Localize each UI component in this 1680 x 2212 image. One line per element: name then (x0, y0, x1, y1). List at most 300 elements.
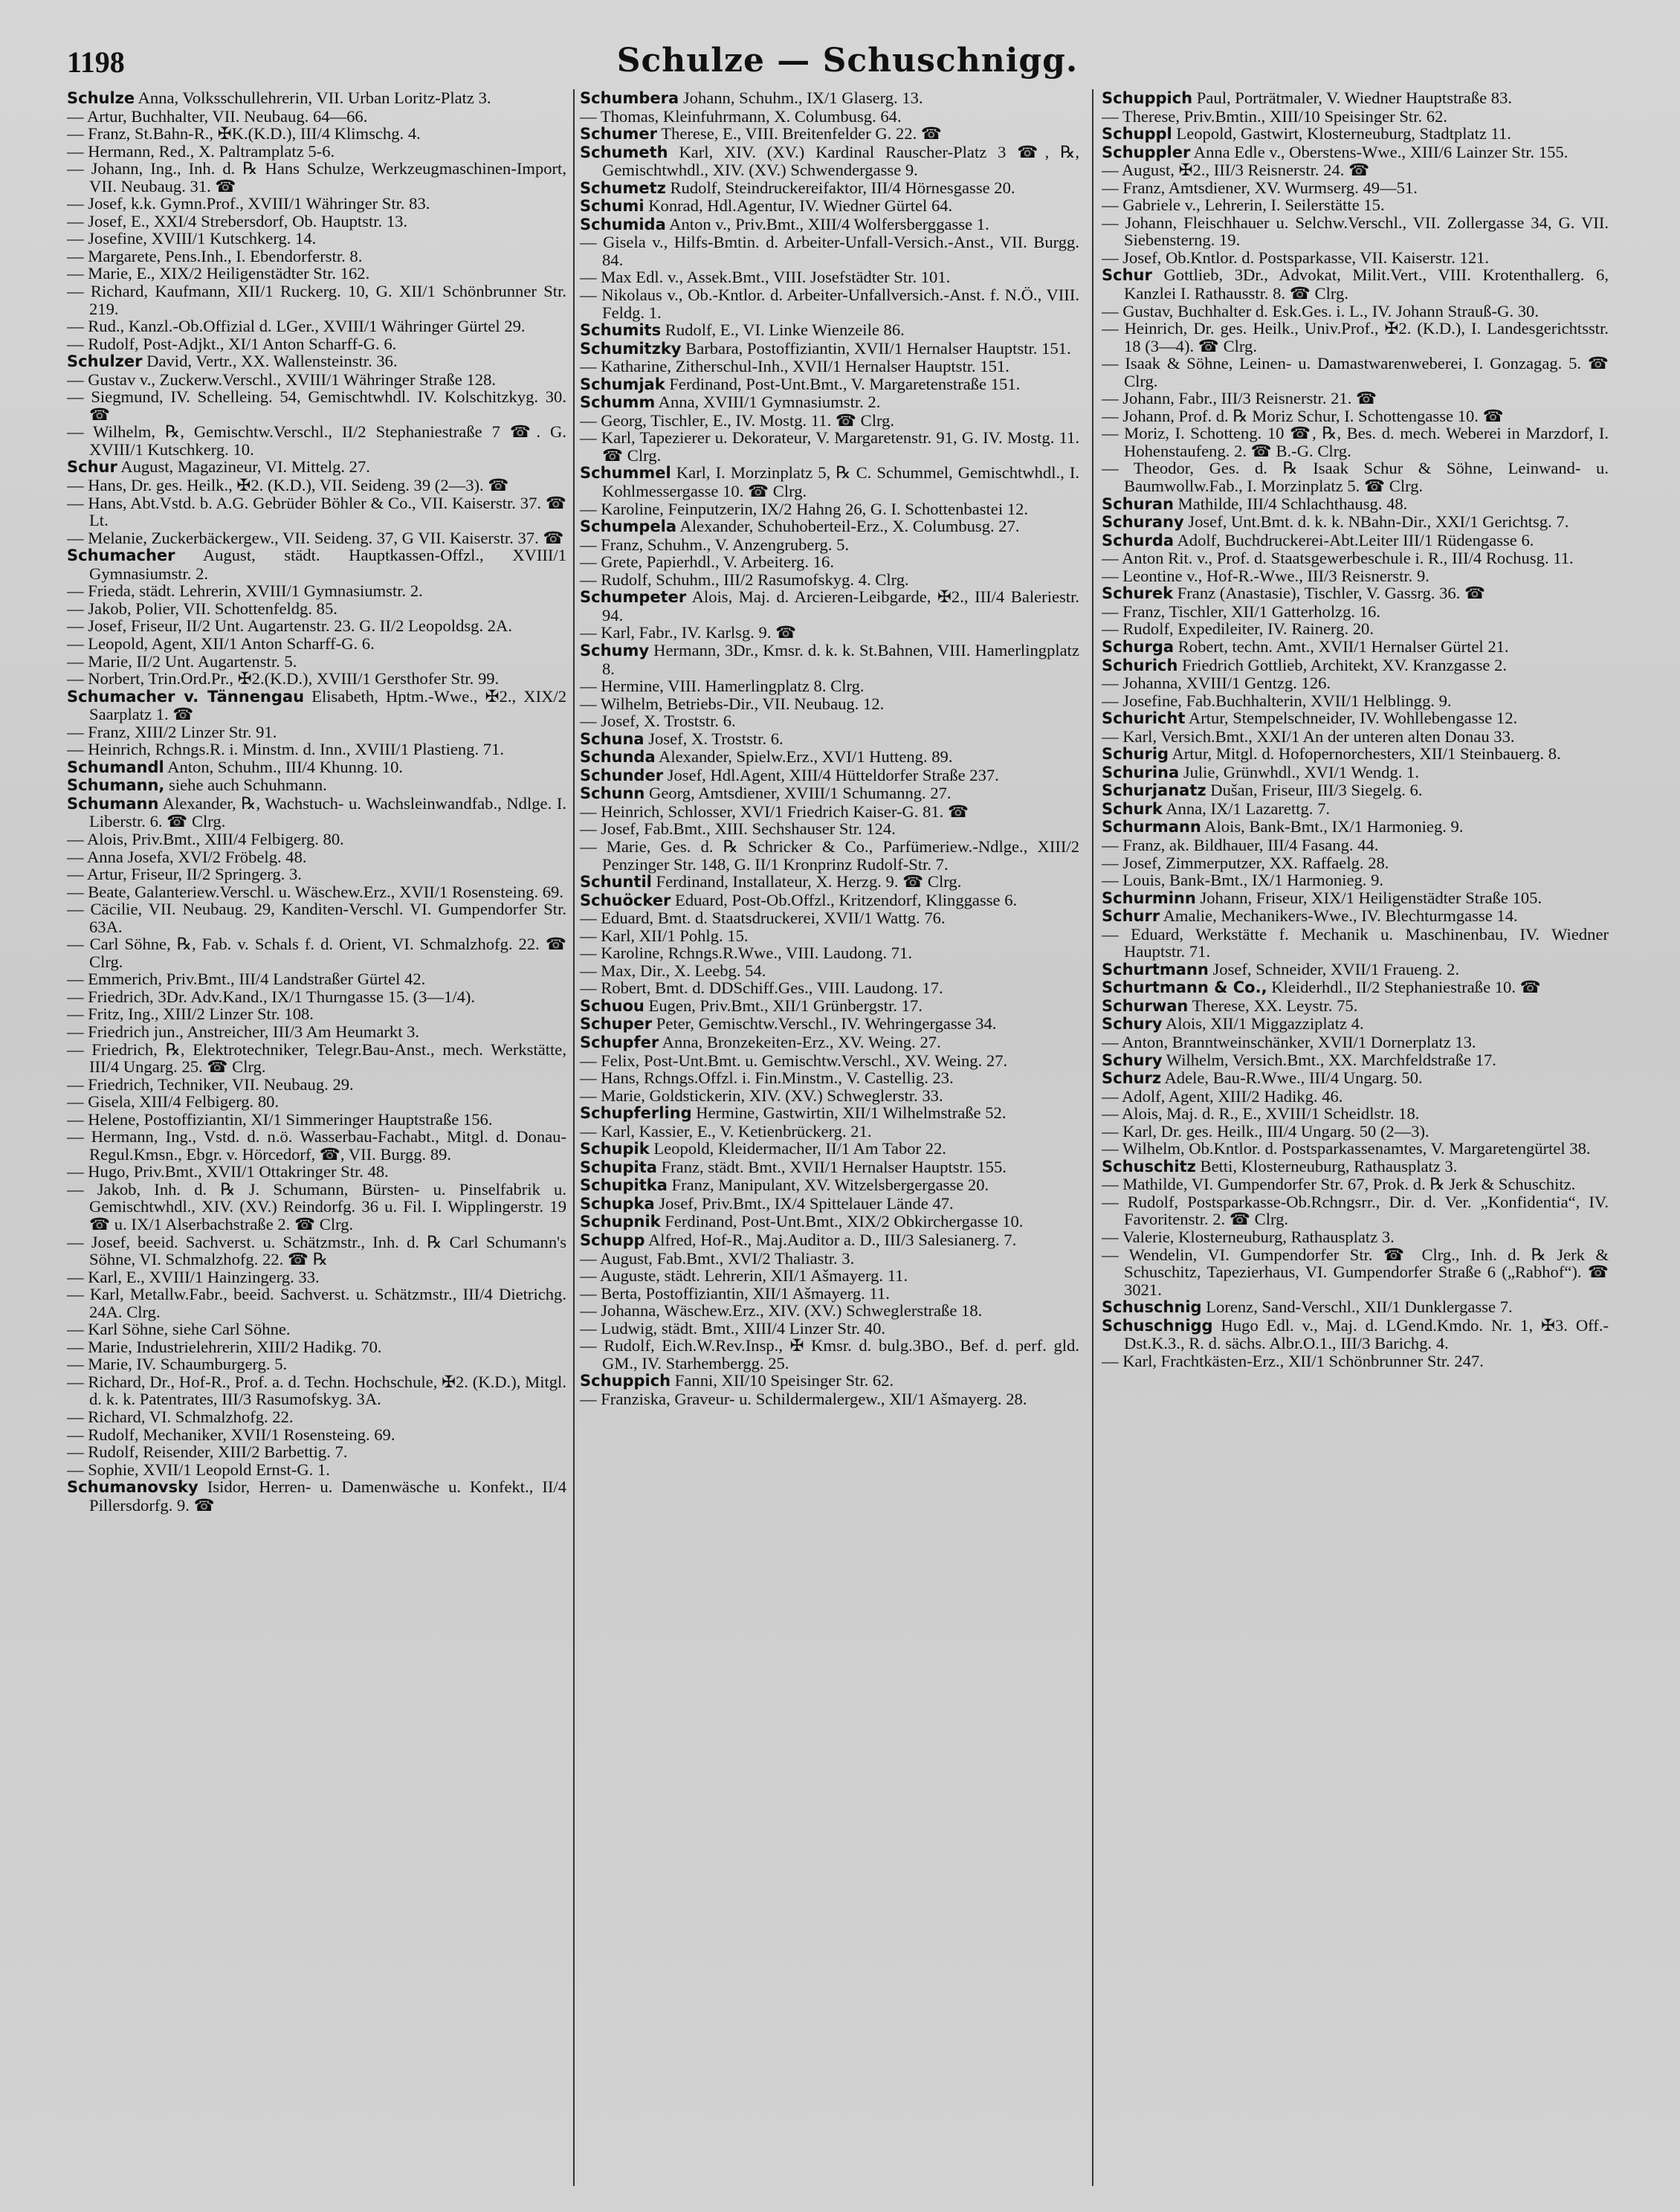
entry-details: — Rudolf, Expedileiter, IV. Rainerg. 20. (1102, 619, 1374, 639)
directory-entry (580, 962, 1079, 980)
directory-entry (580, 500, 1079, 518)
directory-entry (580, 233, 1079, 268)
page-number: 1198 (67, 45, 125, 79)
directory-entry (1102, 196, 1609, 214)
directory-entry (67, 988, 566, 1006)
entry-surname: Schumann, (67, 776, 165, 795)
entry-details: — Leopold, Agent, XII/1 Anton Scharff-G. 6. (67, 633, 375, 653)
entry-details: — Alois, Maj. d. R., E., XVIII/1 Scheidlstr. 18. (1102, 1104, 1420, 1123)
entry-details: — Hans, Rchngs.Offzl. i. Fin.Minstm., V. Castellig. 23. (580, 1068, 954, 1088)
entry-surname: Schuppich (1102, 89, 1193, 107)
entry-details: — Johann, Fleischhauer u. Selchw.Verschl., VII. Zollergasse 34, G. VII. Siebensterng. 19. (1102, 213, 1609, 250)
entry-details: — Theodor, Ges. d. ℞ Isaak Schur & Söhne, Leinwand- u. Baumwollw.Fab., I. Morzinplatz 5. ☎ Clrg. (1102, 459, 1609, 496)
entry-details: Rudolf, E., VI. Linke Wienzeile 86. (665, 320, 905, 340)
entry-details: — Karl, Frachtkästen-Erz., XII/1 Schönbrunner Str. 247. (1102, 1351, 1484, 1370)
directory-entry (67, 900, 566, 935)
directory-entry (67, 1268, 566, 1286)
directory-entry (1102, 620, 1609, 638)
directory-entry (1102, 513, 1609, 532)
entry-details: — Wendelin, VI. Gumpendorfer Str. ☎ Clrg., Inh. d. ℞ Jerk & Schuschitz, Tapezierhaus, VI. Gumpendorfer Straße 6 („Rabhof“). ☎ 3021. (1102, 1245, 1609, 1299)
entry-details: — Franziska, Graveur- u. Schildermalergew., XII/1 Ašmayerg. 28. (580, 1389, 1027, 1408)
entry-surname: Schurminn (1102, 889, 1196, 907)
directory-entry (1102, 567, 1609, 585)
entry-details: — Johanna, XVIII/1 Gentzg. 126. (1102, 674, 1331, 693)
directory-entry (1102, 495, 1609, 514)
directory-entry (1102, 532, 1609, 550)
entry-details: — Friedrich, ℞, Elektrotechniker, Telegr.Bau-Anst., mech. Werkstätte, III/4 Ungarg. 25. ☎ Clrg. (67, 1039, 566, 1077)
entry-details: — Berta, Postoffiziantin, XII/1 Ašmayerg. 11. (580, 1283, 890, 1303)
entry-details: — Gisela, XIII/4 Felbigerg. 80. (67, 1092, 280, 1112)
entry-surname: Schumanovsky (67, 1478, 198, 1497)
entry-details: — Marie, Ges. d. ℞ Schricker & Co., Parfümeriew.-Ndlge., XIII/2 Penzinger Str. 148, G. II/1 Kronprinz Rudolf-Str. 7. (580, 836, 1079, 874)
entry-details: — Karl, E., XVIII/1 Hainzingerg. 33. (67, 1267, 320, 1286)
entry-details: — Hugo, Priv.Bmt., XVII/1 Ottakringer Str. 48. (67, 1162, 389, 1181)
directory-entry (1102, 1228, 1609, 1246)
directory-entry (580, 1302, 1079, 1320)
entry-details: Anton, Schuhm., III/4 Khunng. 10. (167, 757, 404, 776)
directory-entry (1102, 1158, 1609, 1176)
directory-entry (580, 412, 1079, 430)
directory-entry (580, 642, 1079, 677)
entry-details: Anton v., Priv.Bmt., XIII/4 Wolfersberggasse 1. (669, 214, 989, 233)
entry-details: — Franz, XIII/2 Linzer Str. 91. (67, 722, 277, 741)
entry-surname: Schurk (1102, 799, 1163, 818)
entry-details: — Marie, IV. Schaumburgerg. 5. (67, 1355, 288, 1374)
entry-details: Josef, Schneider, XVII/1 Fraueng. 2. (1212, 959, 1460, 978)
directory-entry (67, 688, 566, 723)
entry-surname: Schumm (580, 393, 656, 412)
entry-details: — Melanie, Zuckerbäckergew., VII. Seideng. 37, G VII. Kaiserstr. 37. ☎ (67, 528, 564, 547)
entry-details: — Rudolf, Mechaniker, XVII/1 Rosensteing. 69. (67, 1425, 395, 1444)
entry-surname: Schupferling (580, 1104, 692, 1123)
entry-details: Julie, Grünwhdl., XVI/1 Wendg. 1. (1183, 762, 1419, 781)
directory-entry (580, 588, 1079, 624)
entry-details: Alois, XII/1 Miggazziplatz 4. (1165, 1014, 1364, 1034)
entry-details: — Hans, Abt.Vstd. b. A.G. Gebrüder Böhler & Co., VII. Kaiserstr. 37. ☎ Lt. (67, 493, 566, 530)
entry-details: — Louis, Bank-Bmt., IX/1 Harmonieg. 9. (1102, 871, 1384, 890)
entry-details: — August, Fab.Bmt., XVI/2 Thaliastr. 3. (580, 1248, 855, 1268)
directory-entry (1102, 926, 1609, 961)
entry-details: — Grete, Papierhdl., V. Arbeiterg. 16. (580, 552, 834, 572)
directory-entry (1102, 907, 1609, 926)
directory-entry (67, 617, 566, 635)
directory-entry (67, 776, 566, 795)
entry-details: — Felix, Post-Unt.Bmt. u. Gemischtw.Verschl., XV. Weing. 27. (580, 1051, 1008, 1070)
entry-details: — Nikolaus v., Ob.-Kntlor. d. Arbeiter-Unfallversich.-Anst. f. N.Ö., VIII. Feldg. 1. (580, 286, 1079, 322)
entry-details: — Hermann, Red., X. Paltramplatz 5-6. (67, 141, 335, 161)
entry-surname: Schumann (67, 794, 159, 813)
entry-details: Peter, Gemischtw.Verschl., IV. Wehringergasse 34. (656, 1014, 997, 1034)
directory-entry (67, 283, 566, 317)
entry-details: — Anton, Branntweinschänker, XVII/1 Dornerplatz 13. (1102, 1032, 1476, 1051)
entry-details: Dušan, Friseur, III/3 Siegelg. 6. (1210, 781, 1423, 800)
entry-details: — Thomas, Kleinfuhrmann, X. Columbusg. 64. (580, 106, 902, 126)
directory-entry (67, 1461, 566, 1479)
column-divider (573, 89, 575, 2186)
entry-details: — Max Edl. v., Assek.Bmt., VIII. Josefstädter Str. 101. (580, 268, 951, 287)
entry-details: Alexander, Spielw.Erz., XVI/1 Hutteng. 89. (659, 747, 953, 767)
directory-entry (67, 423, 566, 458)
directory-entry (1102, 266, 1609, 302)
directory-entry (67, 335, 566, 353)
entry-details: — Sophie, XVII/1 Leopold Ernst-G. 1. (67, 1460, 330, 1479)
directory-entry (67, 758, 566, 777)
directory-entry (67, 883, 566, 901)
entry-details: siehe auch Schuhmann. (169, 776, 327, 795)
directory-entry (67, 741, 566, 758)
directory-entry (1102, 871, 1609, 889)
directory-entry (580, 909, 1079, 927)
entry-details: — Emmerich, Priv.Bmt., III/4 Landstraßer Gürtel 42. (67, 970, 426, 989)
entry-details: — Hermann, Ing., Vstd. d. n.ö. Wasserbau-Fachabt., Mitgl. d. Donau-Regul.Kmsn., Ebgr. v. Hörcedorf, ☎, VII. Burgg. 89. (67, 1127, 566, 1164)
directory-entry (580, 393, 1079, 412)
directory-entry (1102, 144, 1609, 162)
entry-details: — Johann, Prof. d. ℞ Moriz Schur, I. Schottengasse 10. ☎ (1102, 406, 1504, 425)
entry-details: — Artur, Friseur, II/2 Springerg. 3. (67, 865, 302, 884)
entry-details: Paul, Porträtmaler, V. Wiedner Hauptstraße 83. (1196, 89, 1513, 107)
entry-surname: Schur (1102, 266, 1152, 285)
entry-details: Robert, techn. Amt., XVII/1 Hernalser Gürtel 21. (1177, 636, 1509, 656)
entry-details: — Wilhelm, ℞, Gemischtw.Verschl., II/2 Stephaniestraße 7 ☎. G. XVIII/1 Kutschkerg. 10. (67, 422, 566, 459)
directory-entry (580, 1140, 1079, 1158)
entry-details: — Auguste, städt. Lehrerin, XII/1 Ašmayerg. 11. (580, 1266, 908, 1286)
entry-details: Karl, XIV. (XV.) Kardinal Rauscher-Platz 3 ☎, ℞, Gemischtwhdl., XIV. (XV.) Schwendergasse 9. (602, 142, 1079, 180)
directory-entry (1102, 764, 1609, 782)
entry-surname: Schumpeter (580, 588, 687, 607)
directory-entry (67, 1373, 566, 1408)
entry-surname: Schuppich (580, 1372, 671, 1390)
entry-surname: Schummel (580, 464, 671, 483)
directory-entry (67, 1041, 566, 1076)
directory-entry (580, 286, 1079, 321)
entry-details: Adele, Bau-R.Wwe., III/4 Ungarg. 50. (1164, 1068, 1423, 1088)
entry-details: — Rudolf, Postsparkasse-Ob.Rchngsrr., Dir. d. Ver. „Konfidentia“, IV. Favoritenstr. 2. ☎ Clrg. (1102, 1192, 1609, 1229)
entry-surname: Schuöcker (580, 891, 671, 909)
entry-details: — Fritz, Ing., XIII/2 Linzer Str. 108. (67, 1005, 314, 1024)
directory-entry (1102, 1123, 1609, 1141)
entry-details: — Wilhelm, Betriebs-Dir., VII. Neubaug. 12. (580, 694, 885, 713)
entry-details: — Friedrich jun., Anstreicher, III/3 Am Heumarkt 3. (67, 1022, 420, 1041)
directory-entry (580, 1087, 1079, 1105)
directory-entry (67, 529, 566, 547)
entry-details: Therese, XX. Leystr. 75. (1192, 996, 1358, 1015)
entry-details: — Franz, Schuhm., V. Anzengruberg. 5. (580, 535, 850, 554)
entry-details: — Josef, X. Troststr. 6. (580, 712, 736, 731)
directory-entry (1102, 674, 1609, 692)
entry-surname: Schuntil (580, 873, 652, 891)
directory-entry (580, 1231, 1079, 1250)
entry-details: Amalie, Mechanikers-Wwe., IV. Blechturmgasse 14. (1163, 906, 1518, 926)
entry-surname: Schumetz (580, 178, 666, 197)
column-3 (1102, 89, 1609, 2186)
entry-details: Fanni, XII/10 Speisinger Str. 62. (674, 1371, 894, 1390)
directory-entry (67, 317, 566, 335)
directory-entry (580, 997, 1079, 1016)
entry-details: — Rud., Kanzl.-Ob.Offizial d. LGer., XVIII/1 Währinger Gürtel 29. (67, 317, 526, 336)
directory-entry (580, 730, 1079, 749)
directory-entry (67, 1478, 566, 1514)
entry-details: — Gustav v., Zuckerw.Verschl., XVIII/1 Währinger Straße 128. (67, 370, 497, 389)
directory-entry (67, 108, 566, 126)
directory-entry (67, 1286, 566, 1321)
directory-entry (67, 1163, 566, 1181)
entry-details: — Karl, Tapezierer u. Dekorateur, V. Margaretenstr. 91, G. IV. Mostg. 11. ☎ Clrg. (580, 428, 1079, 465)
entry-details: — Katharine, Zitherschul-Inh., XVII/1 Hernalser Hauptstr. 151. (580, 357, 1009, 376)
entry-details: Josef, Unt.Bmt. d. k. k. NBahn-Dir., XXI/1 Gerichtsg. 7. (1188, 512, 1569, 532)
directory-entry (1102, 1176, 1609, 1193)
directory-entry (67, 195, 566, 213)
directory-entry (580, 1372, 1079, 1390)
entry-details: — Rudolf, Eich.W.Rev.Insp., ✠ Kmsr. d. bulg.3BO., Bef. d. perf. gld. GM., IV. Starhembergg. 25. (580, 1336, 1079, 1373)
entry-surname: Schumer (580, 125, 657, 144)
entry-details: — Heinrich, Rchngs.R. i. Minstm. d. Inn., XVIII/1 Plastieng. 71. (67, 740, 505, 759)
entry-details: — Josef, k.k. Gymn.Prof., XVIII/1 Währinger Str. 83. (67, 194, 430, 213)
entry-details: Friedrich Gottlieb, Architekt, XV. Kranzgasse 2. (1182, 655, 1508, 674)
entry-details: — Josef, E., XXI/4 Strebersdorf, Ob. Hauptstr. 13. (67, 211, 408, 230)
entry-surname: Schuschnig (1102, 1298, 1202, 1317)
entry-details: — Karl, Versich.Bmt., XXI/1 An der unteren alten Donau 33. (1102, 726, 1515, 746)
directory-entry (580, 1320, 1079, 1338)
entry-details: Hermine, Gastwirtin, XII/1 Wilhelmstraße 52. (696, 1103, 1007, 1123)
directory-entry (580, 125, 1079, 144)
entry-details: — Jakob, Polier, VII. Schottenfeldg. 85. (67, 599, 337, 618)
entry-details: — Karoline, Rchngs.R.Wwe., VIII. Laudong. 71. (580, 944, 912, 963)
directory-entry (67, 865, 566, 883)
page-header (67, 39, 1628, 91)
entry-details: — Richard, VI. Schmalzhofg. 22. (67, 1408, 294, 1427)
entry-details: — Karl, Dr. ges. Heilk., III/4 Ungarg. 50 (2—3). (1102, 1121, 1429, 1141)
entry-details: Artur, Stempelschneider, IV. Wohllebengasse 12. (1188, 709, 1518, 728)
directory-entry (1102, 800, 1609, 819)
entry-surname: Schuricht (1102, 709, 1186, 728)
directory-entry (580, 1104, 1079, 1123)
entry-details: Konrad, Hdl.Agentur, IV. Wiedner Gürtel 64. (648, 196, 953, 216)
entry-details: — Franz, Tischler, XII/1 Gatterholzg. 16. (1102, 602, 1380, 621)
entry-surname: Schurina (1102, 763, 1180, 781)
entry-details: Alois, Bank-Bmt., IX/1 Harmonieg. 9. (1204, 817, 1464, 836)
entry-surname: Schumjak (580, 375, 665, 393)
directory-entry (580, 1213, 1079, 1231)
entry-details: — Karoline, Feinputzerin, IX/2 Hahng 26, G. I. Schottenbastei 12. (580, 499, 1029, 518)
directory-entry (580, 375, 1079, 394)
directory-entry (580, 1250, 1079, 1268)
entry-surname: Schurjanatz (1102, 781, 1206, 800)
entry-details: Rudolf, Steindruckereifaktor, III/4 Hörnesgasse 20. (670, 178, 1015, 197)
directory-entry (580, 944, 1079, 962)
entry-details: — Johanna, Wäschew.Erz., XIV. (XV.) Schweglerstraße 18. (580, 1301, 983, 1321)
directory-entry (1102, 214, 1609, 249)
column-divider (1092, 89, 1093, 2186)
entry-details: — Beate, Galanteriew.Verschl. u. Wäschew.Erz., XVII/1 Rosensteing. 69. (67, 882, 563, 901)
entry-details: Eduard, Post-Ob.Offzl., Kritzendorf, Klinggasse 6. (675, 890, 1018, 909)
directory-entry (580, 321, 1079, 340)
entry-details: Karl, I. Morzinplatz 5, ℞ C. Schummel, Gemischtwhdl., I. Kohlmessergasse 10. ☎ Clrg. (602, 463, 1079, 501)
entry-details: — Rudolf, Post-Adjkt., XI/1 Anton Scharff-G. 6. (67, 334, 397, 353)
entry-surname: Schumi (580, 197, 644, 216)
entry-details: Wilhelm, Versich.Bmt., XX. Marchfeldstraße 17. (1166, 1050, 1496, 1069)
entry-details: — Franz, Amtsdiener, XV. Wurmserg. 49—51. (1102, 178, 1418, 197)
directory-entry (67, 477, 566, 494)
directory-entry (580, 340, 1079, 358)
entry-details: — Rudolf, Reisender, XIII/2 Barbettig. 7. (67, 1442, 348, 1462)
directory-entry (580, 784, 1079, 803)
entry-surname: Schurwan (1102, 996, 1189, 1015)
directory-entry (580, 536, 1079, 554)
directory-entry (580, 1195, 1079, 1213)
directory-entry (1102, 355, 1609, 390)
directory-entry (1102, 425, 1609, 460)
entry-surname: Schuran (1102, 494, 1174, 513)
directory-entry (580, 979, 1079, 997)
directory-entry (580, 216, 1079, 234)
entry-surname: Schuna (580, 729, 644, 748)
entry-surname: Schulze (67, 89, 135, 107)
entry-surname: Schurany (1102, 513, 1184, 532)
directory-entry (1102, 836, 1609, 854)
directory-entry (1102, 1352, 1609, 1370)
directory-entry (1102, 745, 1609, 764)
entry-details: — Adolf, Agent, XIII/2 Hadikg. 46. (1102, 1086, 1343, 1106)
entry-details: — Johann, Fabr., III/3 Reisnerstr. 21. ☎ (1102, 389, 1377, 408)
directory-entry (67, 160, 566, 195)
entry-details: — Therese, Priv.Bmtin., XIII/10 Speisinger Str. 62. (1102, 106, 1448, 126)
entry-details: — Isaak & Söhne, Leinen- u. Damastwarenweberei, I. Gonzagag. 5. ☎ Clrg. (1102, 354, 1609, 390)
directory-entry (580, 891, 1079, 910)
directory-entry (67, 1355, 566, 1373)
directory-entry (580, 1034, 1079, 1052)
directory-entry (580, 1123, 1079, 1141)
entry-details: — Heinrich, Schlosser, XVI/1 Friedrich Kaiser-G. 81. ☎ (580, 802, 969, 821)
entry-details: — Friedrich, 3Dr. Adv.Kand., IX/1 Thurngasse 15. (3—1/4). (67, 987, 476, 1006)
directory-entry (1102, 1298, 1609, 1317)
entry-details: — Rudolf, Schuhm., III/2 Rasumofskyg. 4. Clrg. (580, 570, 909, 589)
entry-details: — Leontine v., Hof-R.-Wwe., III/3 Reisnerstr. 9. (1102, 566, 1429, 585)
directory-entry (67, 143, 566, 161)
directory-entry (580, 553, 1079, 571)
directory-entry (580, 179, 1079, 198)
directory-entry (67, 248, 566, 265)
directory-entry (67, 635, 566, 653)
entry-details: — Robert, Bmt. d. DDSchiff.Ges., VIII. Laudong. 17. (580, 978, 943, 998)
entry-details: Leopold, Gastwirt, Klosterneuburg, Stadtplatz 11. (1176, 124, 1511, 144)
entry-details: — Gisela v., Hilfs-Bmtin. d. Arbeiter-Unfall-Versich.-Anst., VII. Burgg. 84. (580, 233, 1079, 269)
directory-entry (1102, 1034, 1609, 1051)
entry-surname: Schumida (580, 215, 666, 233)
directory-entry (580, 820, 1079, 838)
directory-entry (580, 927, 1079, 945)
directory-entry (67, 723, 566, 741)
directory-entry (67, 1408, 566, 1426)
entry-surname: Schumpela (580, 517, 676, 536)
entry-surname: Schuper (580, 1015, 653, 1034)
directory-entry (67, 1181, 566, 1234)
directory-entry (67, 1234, 566, 1268)
directory-entry (1102, 320, 1609, 355)
entry-details: — August, ✠2., III/3 Reisnerstr. 24. ☎ (1102, 161, 1370, 180)
entry-details: — Josef, Friseur, II/2 Unt. Augartenstr. 23. G. II/2 Leopoldsg. 2A. (67, 616, 513, 636)
entry-details: — Josef, Fab.Bmt., XIII. Sechshauser Str. 124. (580, 819, 896, 839)
directory-entry (1102, 161, 1609, 179)
entry-details: — Norbert, Trin.Ord.Pr., ✠2.(K.D.), XVIII/1 Gersthofer Str. 99. (67, 669, 500, 689)
entry-surname: Schumbera (580, 89, 679, 107)
directory-entry (67, 970, 566, 988)
directory-entry (1102, 89, 1609, 108)
entry-surname: Schuou (580, 996, 644, 1015)
entry-details: — Karl, Fabr., IV. Karlsg. 9. ☎ (580, 623, 797, 642)
directory-entry (67, 1005, 566, 1023)
entry-surname: Schupitka (580, 1176, 668, 1195)
entry-details: — Helene, Postoffiziantin, XI/1 Simmeringer Hauptstraße 156. (67, 1109, 493, 1129)
entry-details: — Johann, Ing., Inh. d. ℞ Hans Schulze, Werkzeugmaschinen-Import, VII. Neubaug. 31. ☎ (67, 159, 566, 196)
entry-details: Kleiderhdl., II/2 Stephaniestraße 10. ☎ (1271, 978, 1541, 997)
directory-entry (1102, 889, 1609, 908)
entry-details: — Karl, Kassier, E., V. Ketienbrückerg. 21. (580, 1121, 872, 1141)
entry-details: — Artur, Buchhalter, VII. Neubaug. 64—66. (67, 106, 368, 126)
directory-entry (1102, 1105, 1609, 1123)
entry-surname: Schunder (580, 766, 664, 784)
entry-details: — Franz, St.Bahn-R., ✠K.(K.D.), III/4 Klimschg. 4. (67, 124, 421, 144)
directory-entry (1102, 657, 1609, 675)
entry-details: — Georg, Tischler, E., IV. Mostg. 11. ☎ Clrg. (580, 410, 895, 430)
directory-entry (67, 582, 566, 600)
entry-details: Franz (Anastasie), Tischler, V. Gassrg. 36. ☎ (1177, 584, 1486, 603)
directory-entry (580, 712, 1079, 730)
entry-details: Eugen, Priv.Bmt., XII/1 Grünbergstr. 17. (648, 996, 923, 1015)
directory-entry (580, 1390, 1079, 1408)
directory-entry (1102, 125, 1609, 144)
entry-details: — Ludwig, städt. Bmt., XIII/4 Linzer Str. 40. (580, 1318, 886, 1338)
entry-details: — Richard, Dr., Hof-R., Prof. a. d. Techn. Hochschule, ✠2. (K.D.), Mitgl. d. k. k. Patentrates, III/3 Rasumofskyg. 3A. (67, 1372, 566, 1409)
directory-entry (1102, 603, 1609, 621)
directory-entry (67, 1338, 566, 1356)
directory-entry (67, 265, 566, 283)
directory-entry (1102, 407, 1609, 425)
entry-surname: Schunn (580, 784, 645, 803)
entry-details: Alois, Maj. d. Arcieren-Leibgarde, ✠2., III/4 Baleriestr. 94. (602, 587, 1079, 625)
directory-entry (67, 1111, 566, 1129)
directory-entry (580, 748, 1079, 767)
entry-details: Alexander, Schuhoberteil-Erz., X. Columbusg. 27. (679, 517, 1020, 536)
entry-details: Anna Edle v., Oberstens-Wwe., XIII/6 Lainzer Str. 155. (1193, 142, 1568, 161)
entry-details: Elisabeth, Hptm.-Wwe., ✠2., XIX/2 Saarplatz 1. ☎ (89, 686, 566, 724)
entry-surname: Schumandl (67, 758, 164, 776)
entry-details: — Hermine, VIII. Hamerlingplatz 8. Clrg. (580, 677, 865, 696)
directory-entry (580, 1158, 1079, 1177)
column-1 (67, 89, 566, 2186)
directory-entry (1102, 1140, 1609, 1158)
entry-details: — Mathilde, VI. Gumpendorfer Str. 67, Prok. d. ℞ Jerk & Schuschitz. (1102, 1175, 1576, 1194)
entry-details: Anna, XVIII/1 Gymnasiumstr. 2. (658, 393, 881, 412)
directory-entry (1102, 1246, 1609, 1299)
entry-details: Hermann, 3Dr., Kmsr. d. k. k. St.Bahnen, VIII. Hamerlingplatz 8. (602, 640, 1079, 678)
directory-entry (67, 1076, 566, 1094)
directory-entry (67, 458, 566, 477)
entry-surname: Schupnik (580, 1213, 661, 1231)
directory-entry (580, 197, 1079, 216)
directory-entry (1102, 108, 1609, 126)
directory-entry (580, 1069, 1079, 1087)
entry-details: — Marie, Industrielehrerin, XIII/2 Hadikg. 70. (67, 1337, 382, 1356)
directory-entry (1102, 854, 1609, 872)
entry-surname: Schurda (1102, 531, 1175, 549)
entry-details: Johann, Friseur, XIX/1 Heiligenstädter Straße 105. (1200, 888, 1542, 907)
directory-entry (580, 873, 1079, 891)
entry-surname: Schurz (1102, 1069, 1162, 1088)
entry-surname: Schumits (580, 321, 662, 340)
entry-details: — Carl Söhne, ℞, Fab. v. Schals f. d. Orient, VI. Schmalzhofg. 22. ☎ Clrg. (67, 935, 566, 971)
directory-entry (67, 670, 566, 688)
directory-entry (1102, 1317, 1609, 1352)
